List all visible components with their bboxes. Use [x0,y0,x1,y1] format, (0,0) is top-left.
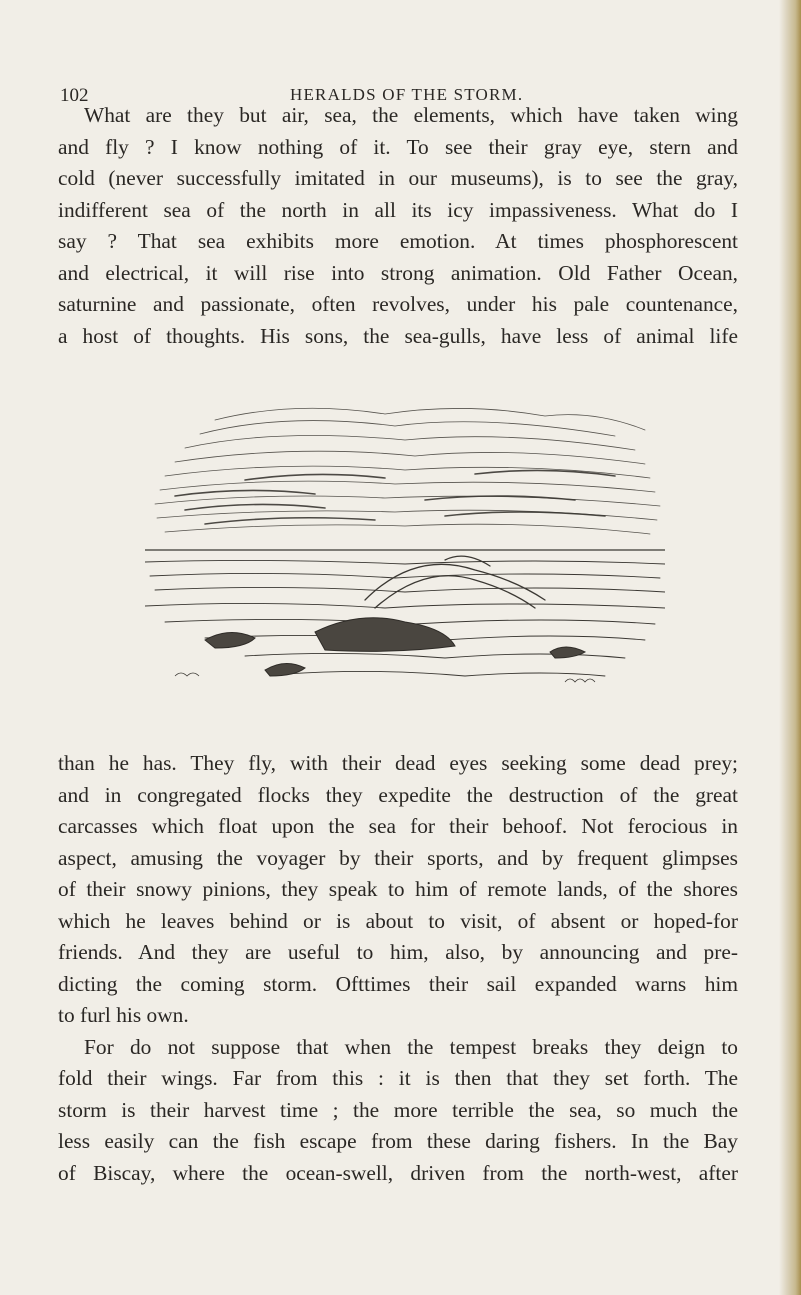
text-line: and fly ? I know nothing of it. To see their gray eye, stern and [58,134,738,159]
page-edge-shadow [779,0,801,1295]
text-line: and in congregated flocks they expedite the destruction of the great [58,782,738,807]
page-number: 102 [60,85,89,106]
text-line: less easily can the fish escape from these daring fishers. In the Bay [58,1129,738,1153]
text-line: to furl his own. [58,1003,189,1027]
text-line: a host of thoughts. His sons, the sea-gulls, have less of animal life [58,323,738,348]
text-line: cold (never successfully imitated in our museums), is to see the gray, [58,166,738,190]
text-line: saturnine and passionate, often revolves, under his pale countenance, [58,292,738,316]
text-line: of Biscay, where the ocean-swell, driven from the north-west, after [58,1160,738,1185]
text-line: friends. And they are useful to him, also, by announcing and pre- [58,940,738,964]
text-line: than he has. They fly, with their dead eyes seeking some dead prey; [58,751,738,775]
text-line: indifferent sea of the north in all its icy impassiveness. What do I [58,197,738,222]
text-line: of their snowy pinions, they speak to him of remote lands, of the shores [58,877,738,901]
text-line: say ? That sea exhibits more emotion. At times phosphorescent [58,229,738,253]
text-line: which he leaves behind or is about to visit, of absent or hoped-for [58,908,738,933]
text-line: storm is their harvest time ; the more terrible the sea, so much the [58,1097,738,1122]
text-line: For do not suppose that when the tempest breaks they deign to [84,1034,738,1059]
running-title: HERALDS OF THE STORM. [290,85,524,104]
text-line: fold their wings. Far from this : it is then that they set forth. The [58,1066,738,1090]
paragraph-bottom [58,748,738,1189]
text-line: What are they but air, sea, the elements, which have taken wing [84,103,738,127]
text-line: carcasses which float upon the sea for their behoof. Not ferocious in [58,814,738,838]
paragraph-top [58,100,738,352]
text-line: aspect, amusing the voyager by their sports, and by frequent glimpses [58,845,738,870]
seascape-illustration [145,400,665,700]
text-line: and electrical, it will rise into strong animation. Old Father Ocean, [58,260,738,285]
text-line: dicting the coming storm. Ofttimes their sail expanded warns him [58,971,738,996]
